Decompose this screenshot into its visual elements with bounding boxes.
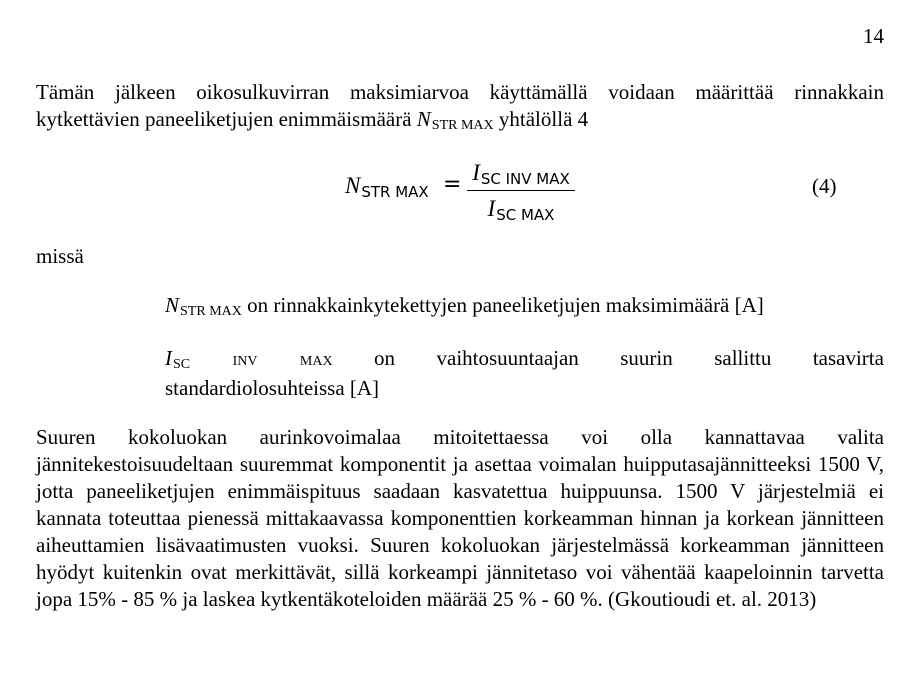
definition-isc-symbol — [165, 345, 190, 375]
definition-isc — [165, 345, 884, 402]
equation-lhs-variable: N — [345, 173, 361, 198]
definition-isc-first-line — [165, 345, 884, 375]
definition-isc-word-1: on — [374, 346, 396, 370]
intro-variable: N — [416, 107, 431, 131]
definition-isc-word-5: tasavirta — [812, 346, 884, 370]
equation-fraction — [467, 158, 575, 224]
definition-isc-word-4: sallittu — [714, 346, 772, 370]
where-label: missä — [36, 244, 84, 268]
denominator-variable: I — [487, 196, 496, 221]
intro-subscript: STR MAX — [431, 118, 494, 133]
definition-isc-continuation: standardiolosuhteissa [A] — [165, 376, 380, 400]
definition-nstr-text: on rinnakkainkytekettyjen paneeliketjujen maksimimäärä [A] — [241, 293, 764, 317]
definition-nstr-variable: N — [165, 293, 180, 317]
definition-isc-word-2: vaihtosuuntaajan — [436, 346, 579, 370]
definition-isc-subscript-2: INV — [232, 354, 258, 369]
denominator-subscript: SC MAX — [496, 206, 555, 224]
intro-text-after: yhtälöllä 4 — [493, 107, 589, 131]
fraction-bar — [467, 190, 575, 191]
definition-isc-subscript-1: SC — [173, 357, 191, 372]
definition-isc-subscript-3: MAX — [299, 354, 333, 369]
fraction-numerator — [467, 158, 575, 188]
intro-text-before: Tämän jälkeen oikosulkuvirran maksimiarvoa käyttämällä voidaan määrittää rinnakkain kytkettävien paneeliketjujen enimmäismäärä — [36, 80, 884, 131]
equation-equals-sign: = — [443, 172, 462, 197]
equation-lhs-subscript: STR MAX — [361, 183, 429, 201]
fraction-denominator — [467, 194, 575, 224]
body-paragraph: Suuren kokoluokan aurinkovoimalaa mitoitettaessa voi olla kannattavaa valita jännitekestoisuudeltaan suuremmat komponentit ja asettaa voimalan huipputasajännitteeksi 1500 V, jotta paneeliketjujen enimmäispituus saadaan kasvatettua huippuunsa. 1500 V järjestelmiä ei kannata toteuttaa pienessä mittakaavassa komponenttien korkeamman hinnan ja korkean jännitteen aiheuttamien lisävaatimusten vuoksi. Suuren kokoluokan järjestelmässä korkeamman jännitteen hyödyt kuitenkin ovat merkittävät, sillä korkeampi jännitetaso voi vähentää kaapeloinnin tarvetta jopa 15% - 85 % ja laskea kytkentäkoteloiden määrää 25 % - 60 %. (Gkoutioudi et. al. 2013) — [36, 425, 884, 611]
definition-nstr-subscript: STR MAX — [180, 304, 242, 319]
intro-paragraph — [36, 79, 884, 136]
numerator-subscript: SC INV MAX — [480, 170, 570, 188]
equation-number: (4) — [812, 174, 837, 198]
equation-4 — [0, 158, 906, 224]
page-number: 14 — [863, 24, 884, 48]
definition-isc-variable: I — [165, 346, 172, 370]
numerator-variable: I — [472, 160, 480, 185]
definition-isc-word-3: suurin — [620, 346, 673, 370]
equation-lhs — [345, 173, 429, 199]
definition-nstr — [165, 292, 884, 322]
